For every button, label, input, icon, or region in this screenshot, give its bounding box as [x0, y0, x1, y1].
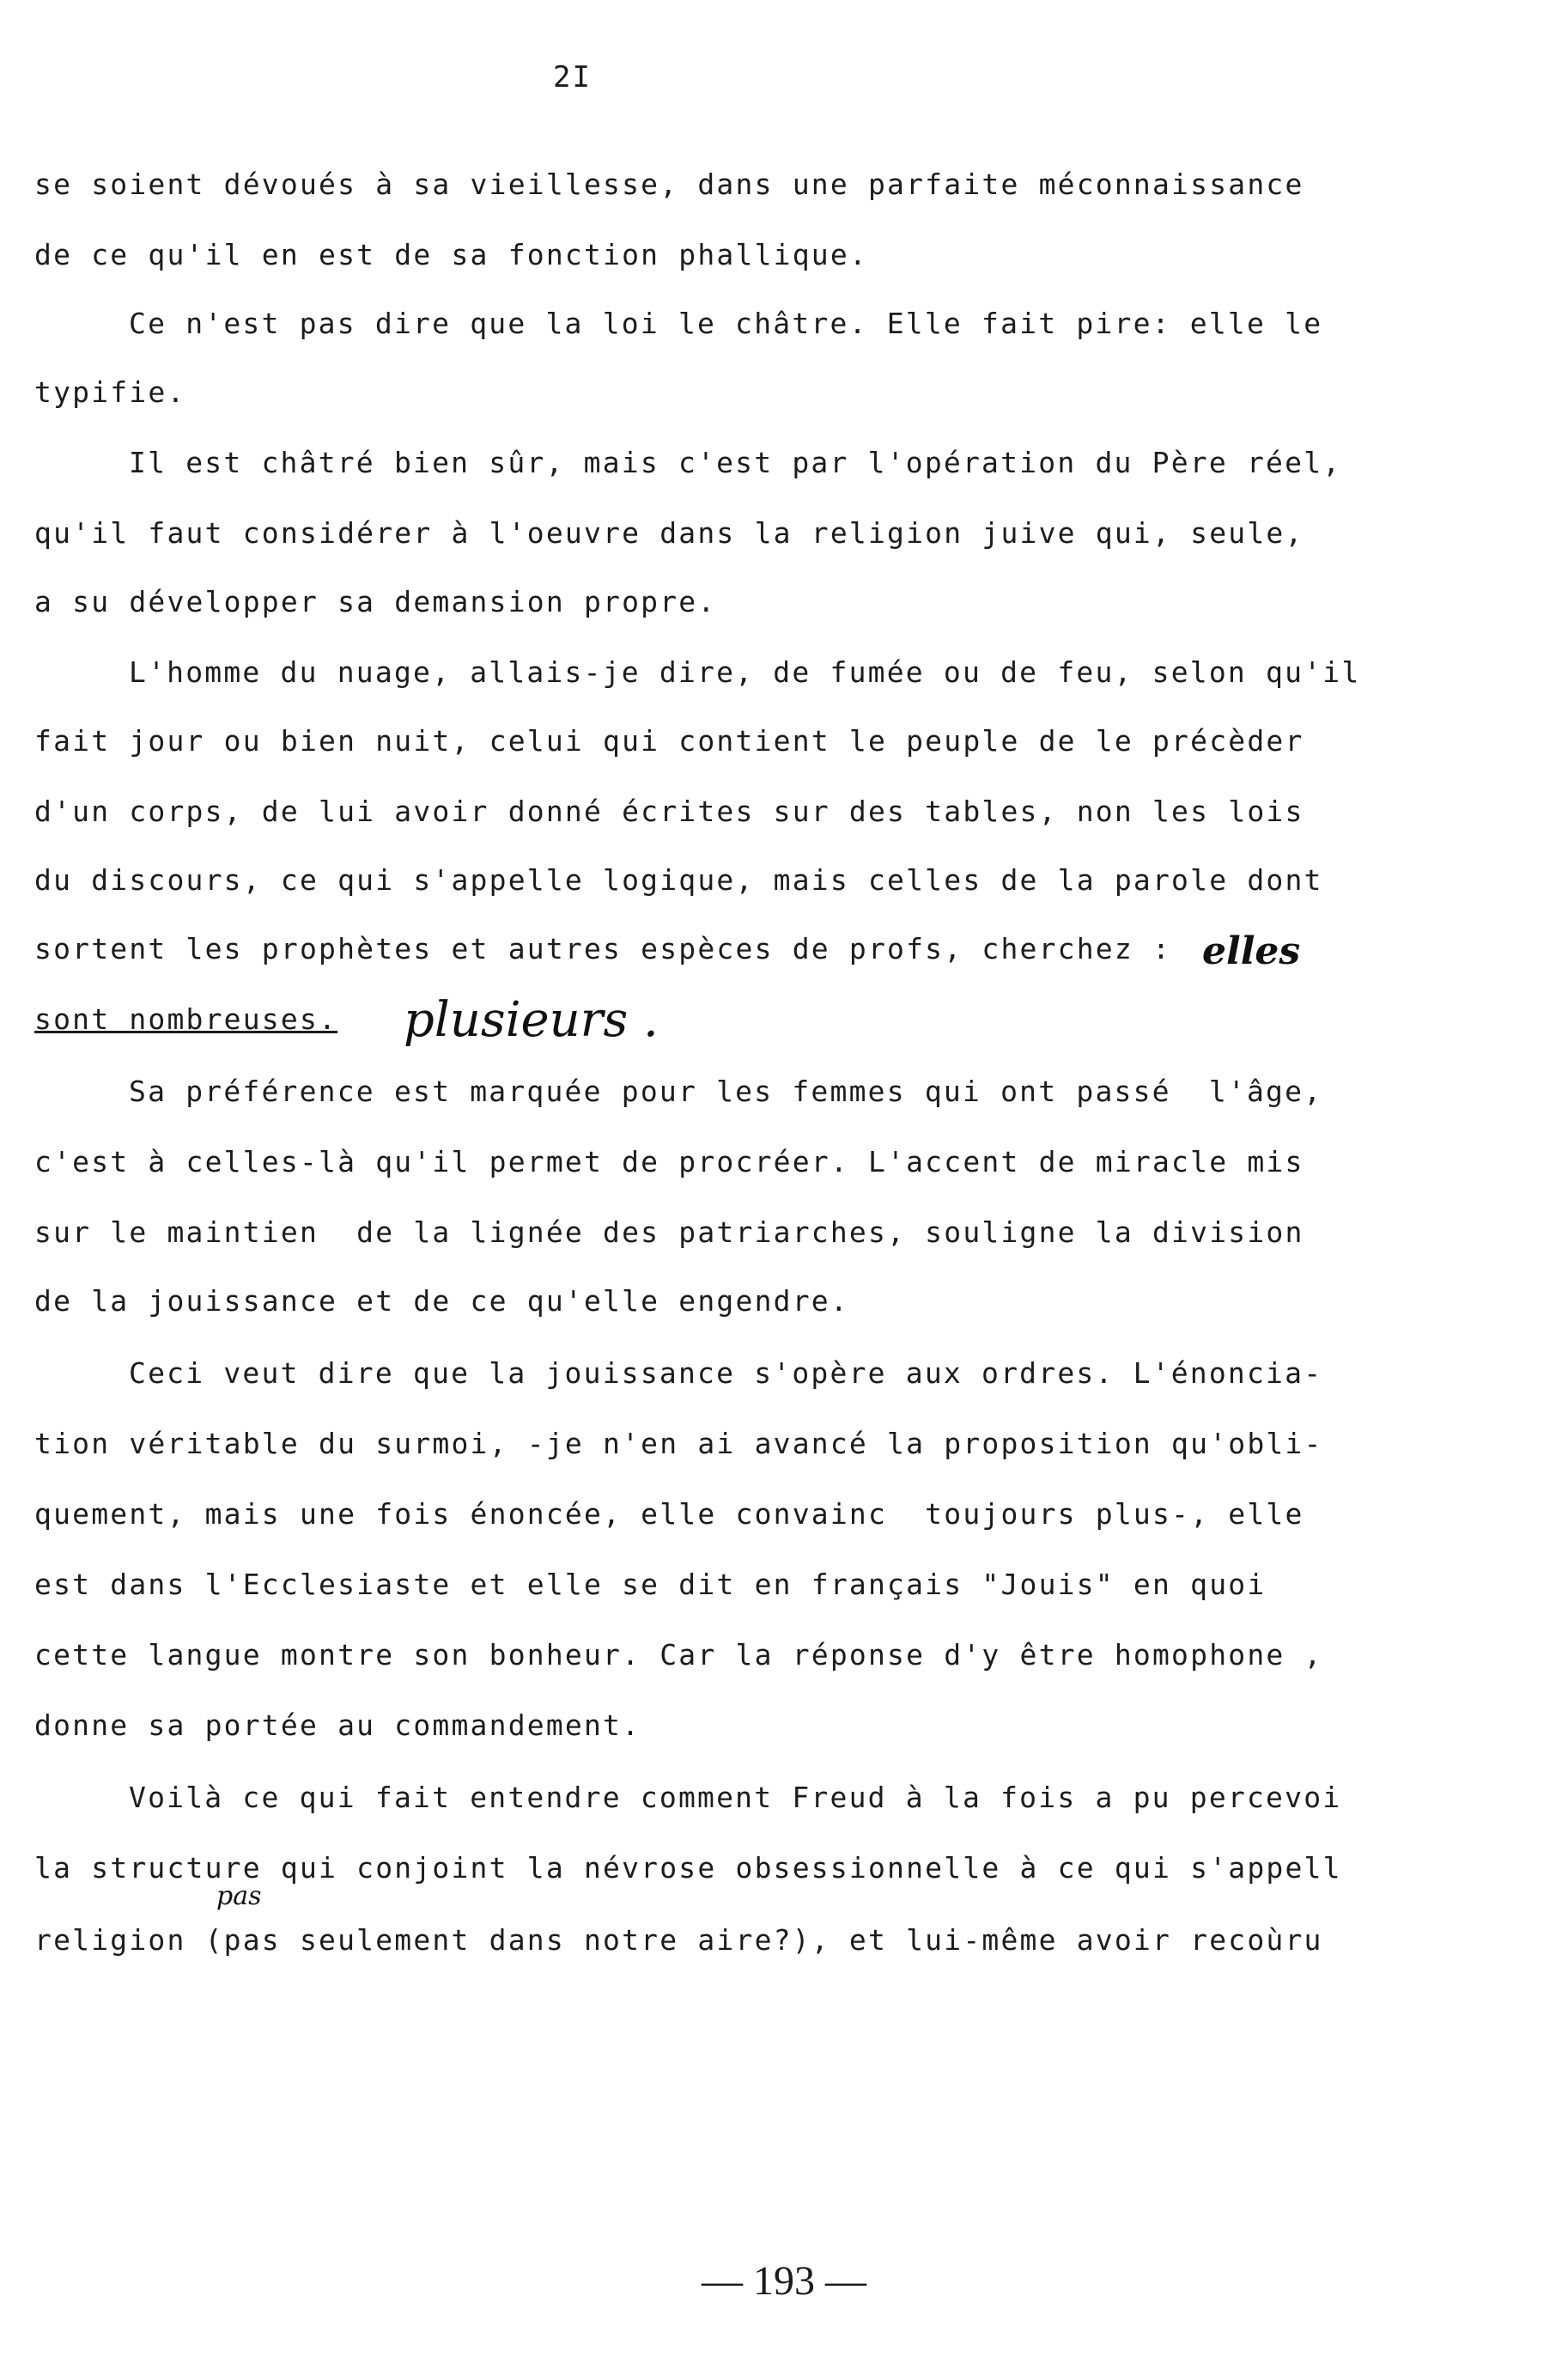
text-line: tion véritable du surmoi, -je n'en ai avancé la proposition qu'obli-: [34, 1427, 1323, 1460]
text-line: Ce n'est pas dire que la loi le châtre. Elle fait pire: elle le: [129, 307, 1323, 340]
text-line: cette langue montre son bonheur. Car la réponse d'y être homophone ,: [34, 1638, 1323, 1672]
text-line: la structure qui conjoint la névrose obsessionnelle à ce qui s'appell: [34, 1851, 1342, 1885]
text-line: sortent les prophètes et autres espèces de profs, cherchez :: [34, 932, 1172, 965]
text-line: de ce qu'il en est de sa fonction phallique.: [34, 238, 868, 271]
handwritten-above-line: pas: [216, 1881, 262, 1911]
text-line: Ceci veut dire que la jouissance s'opère aux ordres. L'énoncia-: [129, 1356, 1323, 1390]
text-line: c'est à celles-là qu'il permet de procréer. L'accent de miracle mis: [34, 1145, 1304, 1178]
text-line: du discours, ce qui s'appelle logique, mais celles de la parole dont: [34, 863, 1323, 897]
text-line: donne sa portée au commandement.: [34, 1708, 641, 1742]
text-line: de la jouissance et de ce qu'elle engendre.: [34, 1284, 849, 1318]
page-folio: — 193 —: [702, 2258, 866, 2304]
text-line: sont nombreuses.: [34, 1002, 338, 1036]
text-line: est dans l'Ecclesiaste et elle se dit en français "Jouis" en quoi: [34, 1568, 1267, 1601]
text-line: qu'il faut considérer à l'oeuvre dans la religion juive qui, seule,: [34, 516, 1304, 550]
page-number-top: 2I: [553, 60, 592, 94]
text-line: fait jour ou bien nuit, celui qui contient le peuple de le précèder: [34, 724, 1304, 758]
text-line: a su développer sa demansion propre.: [34, 585, 717, 618]
text-line: sur le maintien de la lignée des patriarches, souligne la division: [34, 1215, 1304, 1249]
handwritten-margin-note: elles: [1202, 929, 1301, 973]
text-line: se soient dévoués à sa vieillesse, dans une parfaite méconnaissance: [34, 167, 1304, 201]
text-line: Sa préférence est marquée pour les femmes qui ont passé l'âge,: [129, 1075, 1323, 1108]
text-line: religion (pas seulement dans notre aire?), et lui-même avoir recoùru: [34, 1923, 1323, 1957]
handwritten-insertion: plusieurs .: [404, 992, 659, 1048]
text-line: typifie.: [34, 375, 186, 409]
text-line: L'homme du nuage, allais-je dire, de fumée ou de feu, selon qu'il: [129, 655, 1361, 689]
text-line: quement, mais une fois énoncée, elle convainc toujours plus-, elle: [34, 1497, 1304, 1531]
text-line: d'un corps, de lui avoir donné écrites sur des tables, non les lois: [34, 795, 1304, 828]
text-line: Il est châtré bien sûr, mais c'est par l'opération du Père réel,: [129, 446, 1342, 479]
text-line: Voilà ce qui fait entendre comment Freud à la fois a pu percevoi: [129, 1781, 1342, 1814]
